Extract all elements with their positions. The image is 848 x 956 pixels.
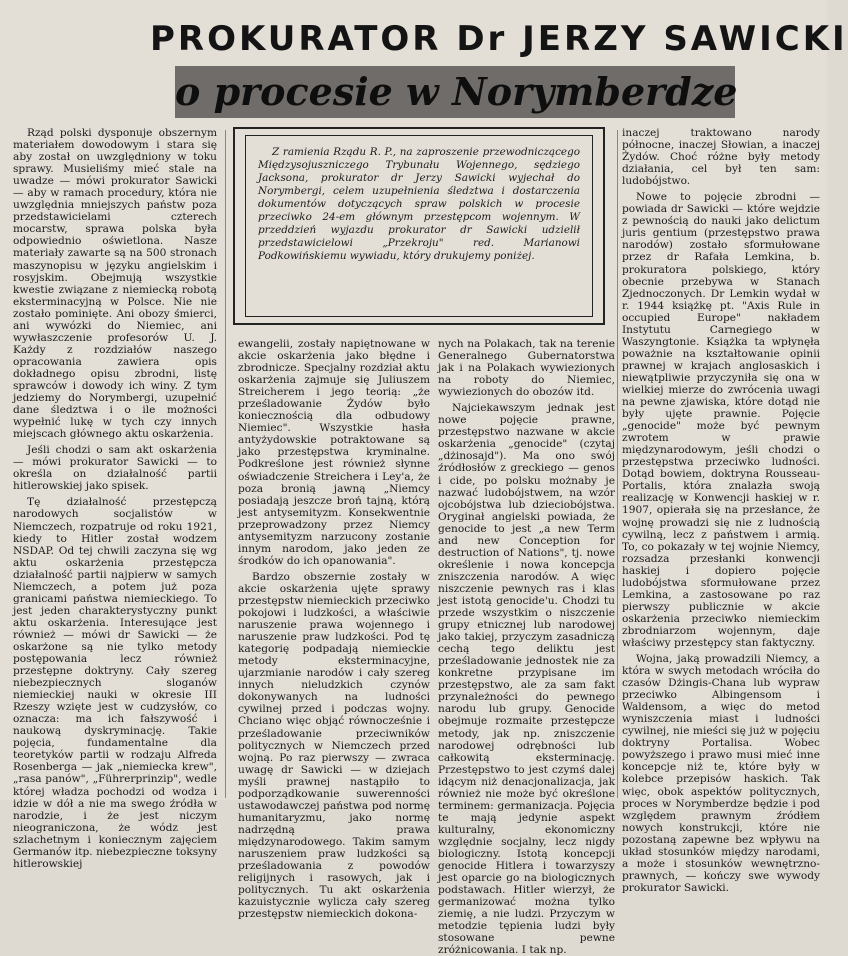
paragraph: nych na Polakach, tak na terenie Generalnego Gubernatorstwa jak i na Polakach wywiezionych na roboty do Niemiec, wywiezionych do obozów itd. bbox=[438, 338, 615, 399]
article-column-1 bbox=[13, 127, 217, 870]
article-column-2 bbox=[238, 338, 430, 921]
paragraph: Nowe to pojęcie zbrodni — powiada dr Sawicki — które wejdzie z pewnością do nauki jako delictum juris gentium (przestępstwo prawa narodów) zostało sformułowane przez dr Rafała Lemkina, b. prokuratora polskiego, który obecnie przebywa w Stanach Zjednoczonych. Dr Lemkin wydał w r. 1944 książkę pt. "Axis Rule in occupied Europe" nakładem Instytutu Carnegiego w Waszyngtonie. Książka ta wpłynęła poważnie na kształtowanie opinii prawnej w krajach anglosaskich i niewątpliwie przyczyniła się ona w wielkiej mierze do zwrócenia uwagi na pewne zjawiska, które dotąd nie były ujęte prawnie. Pojęcie „genocide" może być pewnym zwrotem w prawie międzynarodowym, jeśli chodzi o przestępstwa przeciwko ludności. Dotąd bowiem, doktryna Rousseau-Portalis, która znalazła swoją realizację w Konwencji haskiej w r. 1907, opierała się na przesłance, że wojnę prowadzi się nie z ludnością cywilną, lecz z państwem i armią. To, co pokazały w tej wojnie Niemcy, rozsadza przesłanki konwencji haskiej i dopiero pojęcie ludobójstwa sformułowane przez Lemkina, a zastosowane po raz pierwszy publicznie w akcie oskarżenia przeciwko niemieckim zbrodniarzom wojennym, daje właściwy przestępcy stan faktyczny. bbox=[622, 191, 820, 649]
article-column-3 bbox=[438, 338, 615, 956]
article-column-4 bbox=[622, 127, 820, 894]
paragraph: Najciekawszym jednak jest nowe pojęcie prawne, przestępstwo nazwane w akcie oskarżenia „genocide" (czytaj „dżinosajd"). Ma ono swój źródłosłów z greckiego — genos i cide, po polsku możnaby je nazwać ludobójstwem, na wzór ojcobójstwa lub dzieciobójstwa. Oryginał angielski powiada, że genocide to jest „a new Term and new Conception for destruction of Nations", tj. nowe określenie i nowa koncepcja zniszczenia narodów. A więc niszczenie pewnych ras i klas jest istotą genocide'u. Chodzi tu przede wszystkim o niszczenie grupy etnicznej lub narodowej jako takiej, przyczym zasadniczą cechą tego deliktu jest prześladowanie jednostek nie za konkretne przypisane im przestępstwo, ale za sam fakt przynależności do pewnego narodu lub grupy. Genocide obejmuje rozmaite przestępcze metody, jak np. zniszczenie narodowej odrębności lub całkowitą eksterminację. Przestępstwo to jest czymś dalej idącym niż denacjonalizacja, jak również nie może być określone terminem: germanizacja. Pojęcia te mają jedynie aspekt kulturalny, ekonomiczny względnie socjalny, lecz nigdy biologiczny. Istotą koncepcji genocide Hitlera i towarzyszy jest oparcie go na biologicznych podstawach. Hitler wierzył, że germanizować można tylko ziemię, a nie ludzi. Przyczym w metodzie tępienia ludzi były stosowane pewne zróżnicowania. I tak np. bbox=[438, 402, 615, 956]
paragraph: Rząd polski dysponuje obszernym materiałem dowodowym i stara się aby został on uwzględniony w toku sprawy. Musieliśmy mieć stale na uwadze — mówi prokurator Sawicki — aby w ramach procedury, która nie uwzględnia mniejszych państw poza przedstawicielami czterech mocarstw, sprawa polska była odpowiednio oświetlona. Nasze materiały zawarte są na 500 stronach maszynopisu w języku angielskim i rosyjskim. Obejmują wszystkie kwestie związane z niemiecką robotą eksterminacyjną w Polsce. Nie nie zostało pominięte. Ani obozy śmierci, ani wywózki do Niemiec, ani wywłaszczenie profesorów U. J. Każdy z rozdziałów naszego opracowania zawiera opis dokładnego opisu zbrodni, listę sprawców i dowody ich winy. Z tym jedziemy do Norymbergi, uzupełnić dane śledztwa i o ile możności wypełnić lukę w tych czy innych miejscach głównego aktu oskarżenia. bbox=[13, 127, 217, 441]
paragraph: Tę działalność przestępczą narodowych socjalistów w Niemczech, rozpatruje od roku 1921, kiedy to Hitler został wodzem NSDAP. Od tej chwili zaczyna się wg aktu oskarżenia przestępcza działalność partii najpierw w samych Niemczech, a potem już poza granicami państwa niemieckiego. To jest jeden charakterystyczny punkt aktu oskarżenia. Interesujące jest również — mówi dr Sawicki — że oskarżone są nie tylko metody postępowania lecz również przestępne doktryny. Cały szereg niebezpiecznych sloganów niemieckiej nauki w okresie III Rzeszy wzięte jest w cudzysłów, co oznacza: ma ich fałszywość i naukową dyskryminację. Takie pojęcia, fundamentalne dla teoretyków partii w rodzaju Alfreda Rosenberga — jak „niemiecka krew", „rasa panów", „Führerprinzip", wedle której władza pochodzi od wodza i idzie w dół a nie ma swego źródła w narodzie, i że jest niczym nieograniczona, że wódz jest szlachetnym i koniecznym zajęciem Germanów itp. niebezpieczne toksyny hitlerowskiej bbox=[13, 496, 217, 870]
intro-frame bbox=[245, 135, 593, 317]
column-divider bbox=[225, 130, 226, 798]
headline: PROKURATOR Dr JERZY SAWICKI bbox=[150, 19, 848, 59]
paragraph: ewangelii, zostały napiętnowane w akcie oskarżenia jako błędne i zbrodnicze. Specjalny rozdział aktu oskarżenia zajmuje się Juliuszem Streicherem i jego teorią: „że prześladowanie Żydów było koniecznością dla odbudowy Niemiec". Wszystkie hasła antyżydowskie potraktowane są jako przestępstwa kryminalne. Podkreślone jest również słynne oświadczenie Streichera i Ley'a, że poza bronią jawną „Niemcy posiadają jeszcze broń tajną, którą jest antysemityzm. Konsekwentnie przeprowadzony przez Niemcy antysemityzm narzucony zostanie innym narodom, jako jeden ze środków do ich opanowania". bbox=[238, 338, 430, 567]
column-divider bbox=[617, 130, 618, 798]
paragraph: Bardzo obszernie zostały w akcie oskarżenia ujęte sprawy przestępstw niemieckich przeciwko pokojowi i ludzkości, a właściwie naruszenie prawa wojennego i naruszenie praw ludzkości. Pod tę kategorię podpadają niemieckie metody eksterminacyjne, ujarzmianie narodów i cały szereg innych nieludzkich czynów dokonywanych na ludności cywilnej przed i podczas wojny. Chciano więc objąć równocześnie i prześladowanie przeciwników politycznych w Niemczech przed wojną. Po raz pierwszy — zwraca uwagę dr Sawicki — w dziejach myśli prawnej nastąpiło to podporządkowanie suwerenności ustawodawczej państwa pod normę humanitaryzmu, jako normę nadrzędną prawa międzynarodowego. Takim samym naruszeniem praw ludzkości są prześladowania z powodów religijnych i rasowych, jak i politycznych. Tu akt oskarżenia kazuistycznie wylicza cały szereg przestępstw niemieckich dokona- bbox=[238, 570, 430, 921]
paragraph: Jeśli chodzi o sam akt oskarżenia — mówi prokurator Sawicki — to określa on działalność partii hitlerowskiej jako spisek. bbox=[13, 444, 217, 493]
intro-text: Z ramienia Rządu R. P., na zaproszenie przewodniczącego Międzysojuszniczego Trybunału Wojennego, sędziego Jacksona, prokurator dr Jerzy Sawicki wyjechał do Norymbergi, celem uzupełnienia śledztwa i dostarczenia dokumentów dotyczących spraw polskich w procesie przeciwko 24-em głównym przestępcom wojennym. W przeddzień wyjazdu prokurator dr Sawicki udzielił przedstawicielowi „Przekroju" red. Marianowi Podkowińskiemu wywiadu, który drukujemy poniżej. bbox=[258, 146, 580, 262]
intro-box bbox=[233, 127, 605, 325]
subheadline: o procesie w Norymberdze bbox=[175, 66, 735, 118]
paragraph: inaczej traktowano narody północne, inaczej Słowian, a inaczej Żydów. Choć różne były metody działania, cel był ten sam: ludobójstwo. bbox=[622, 127, 820, 188]
paragraph: Wojna, jaką prowadzili Niemcy, a która w swych metodach wróciła do czasów Dżingis-Chana lub wypraw przeciwko Albingensom i Waldensom, a więc do metod wyniszczenia miast i ludności cywilnej, nie mieści się już w pojęciu doktryny Portalisa. Wobec powyższego i prawo musi mieć inne koncepcje niż te, które były w kolebce przepisów haskich. Tak więc, obok aspektów politycznych, proces w Norymberdze będzie i pod względem prawnym źródłem nowych konstrukcji, które nie pozostaną zapewne bez wpływu na układ stosunków między narodami, a może i stosunków wewnętrzno-prawnych, — kończy swe wywody prokurator Sawicki. bbox=[622, 653, 820, 894]
